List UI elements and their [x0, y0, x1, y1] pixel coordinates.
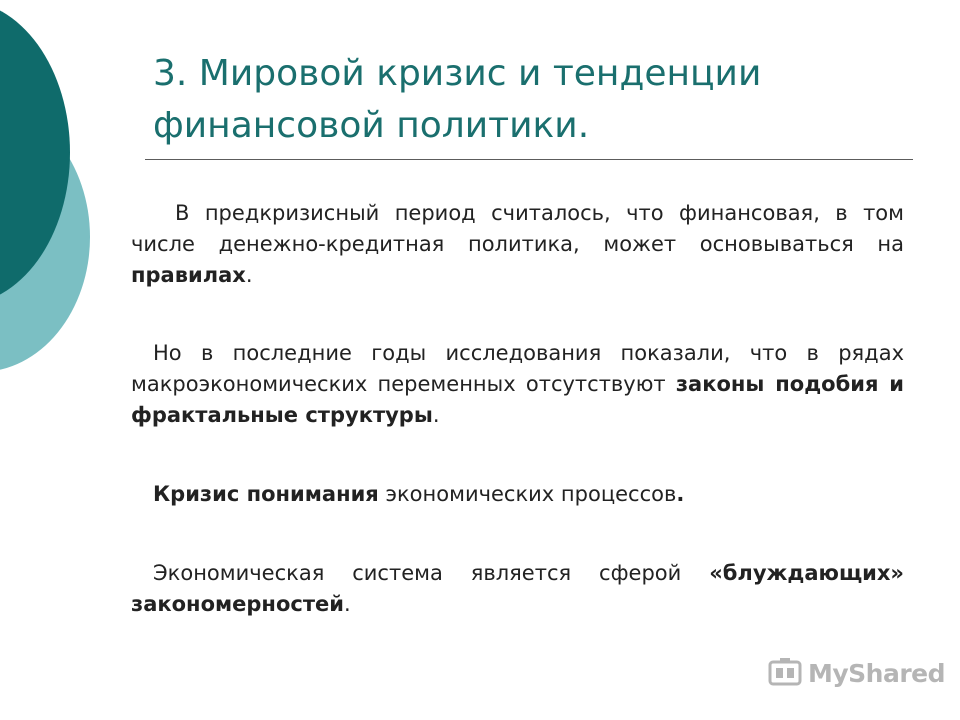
p4-bold: «блуждающих» закономерностей	[131, 561, 904, 616]
p1-end: .	[245, 263, 253, 287]
p4-text: Экономическая система является сферой	[153, 561, 710, 585]
p2-end: .	[432, 403, 440, 427]
p3-end: .	[676, 482, 685, 506]
paragraph-system	[131, 558, 904, 620]
p2-bold: законы подобия и фрактальные структуры	[131, 372, 904, 427]
p3-bold: Кризис понимания	[153, 482, 379, 506]
myshared-watermark	[768, 656, 945, 690]
p4-end: .	[343, 592, 351, 616]
p3-text: экономических процессов	[378, 482, 677, 506]
paragraph-crisis	[131, 479, 904, 510]
p1-bold: правилах	[131, 263, 246, 287]
slide-title: 3. Мировой кризис и тенденции финансовой политики.	[153, 53, 762, 146]
paragraph-rules	[131, 198, 904, 291]
title-divider	[145, 159, 913, 160]
watermark-text: MyShared	[808, 658, 946, 688]
p2-text: Но в последние годы исследования показали, что в рядах макроэкономических переменных отсутствуют	[131, 341, 904, 396]
paragraph-research	[131, 338, 904, 431]
p1-text: В предкризисный период считалось, что финансовая, в том числе денежно-кредитная политика, может основываться на	[131, 201, 904, 256]
myshared-logo-icon	[768, 658, 802, 688]
